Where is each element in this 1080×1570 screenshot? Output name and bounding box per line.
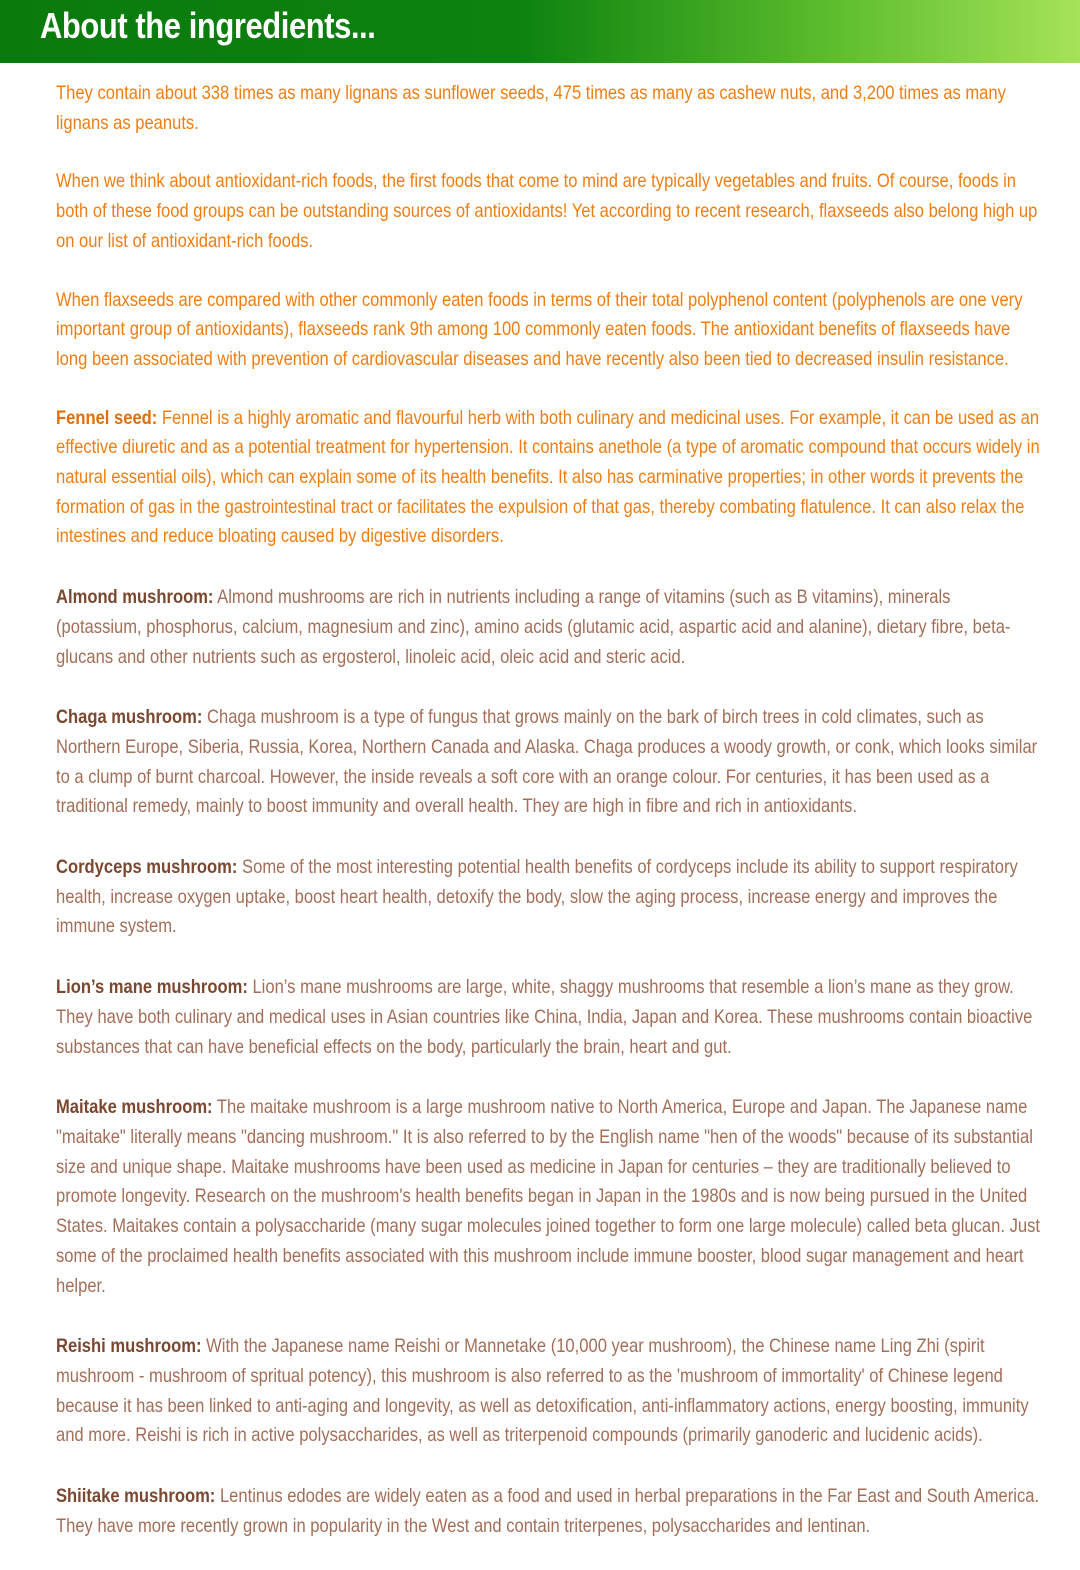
paragraph-polyphenols: When flaxseeds are compared with other commonly eaten foods in terms of their total polyphenol content (polyphenols are one very important group of antioxidants), flaxseeds rank 9th among 100 commonly eaten foods. The antioxidant benefits of flaxseeds have long been associated with prevention of cardiovascular diseases and have recently also been tied to decreased insulin resistance. [56, 288, 1023, 370]
ingredient-description: Some of the most interesting potential health benefits of cordyceps include its ability to support respiratory health, increase oxygen uptake, boost heart health, detoxify the body, slow the aging process, increase energy and improves the immune system. [56, 856, 1018, 938]
ingredient-reishi-mushroom [56, 1332, 1040, 1451]
page-title: About the ingredients... [40, 5, 376, 46]
ingredient-description: With the Japanese name Reishi or Mannetake (10,000 year mushroom), the Chinese name Ling Zhi (spirit mushroom - mushroom of spritual potency), this mushroom is also referred to as the 'mushroom of immortality' of Chinese legend because it has been linked to anti-aging and longevity, as well as detoxification, anti-inflammatory actions, energy boosting, immunity and more. Reishi is rich in active polysaccharides, as well as triterpenoid compounds (primarily ganoderic and lucidenic acids). [56, 1335, 1029, 1447]
ingredient-almond-mushroom [56, 583, 1040, 672]
ingredient-maitake-mushroom [56, 1093, 1040, 1301]
ingredient-term: Cordyceps mushroom: [56, 856, 238, 879]
paragraph-lignans: They contain about 338 times as many lignans as sunflower seeds, 475 times as many as cashew nuts, and 3,200 times as many lignans as peanuts. [56, 82, 1006, 134]
ingredient-description: Fennel is a highly aromatic and flavourful herb with both culinary and medicinal uses. For example, it can be used as an effective diuretic and as a potential treatment for hypertension. It contains anethole (a type of aromatic compound that occurs widely in natural essential oils), which can explain some of its health benefits. It also has carminative properties; in other words it prevents the formation of gas in the gastrointestinal tract or facilitates the expulsion of that gas, thereby combating flatulence. It can also relax the intestines and reduce bloating caused by digestive disorders. [56, 406, 1040, 548]
ingredient-lions-mane-mushroom [56, 973, 1040, 1062]
ingredient-chaga-mushroom [56, 703, 1040, 822]
ingredient-term: Shiitake mushroom: [56, 1485, 216, 1508]
article-body [56, 79, 1040, 1570]
ingredient-term: Lion’s mane mushroom: [56, 976, 248, 999]
ingredient-term: Reishi mushroom: [56, 1335, 202, 1358]
ingredient-description: The maitake mushroom is a large mushroom native to North America, Europe and Japan. The Japanese name "maitake" literally means "dancing mushroom." It is also referred to by the English name "hen of the woods" because of its substantial size and unique shape. Maitake mushrooms have been used as medicine in Japan for centuries – they are traditionally believed to promote longevity. Research on the mushroom's health benefits began in Japan in the 1980s and is now being pursued in the United States. Maitakes contain a polysaccharide (many sugar molecules joined together to form one large molecule) called beta glucan. Just some of the proclaimed health benefits associated with this mushroom include immune booster, blood sugar management and heart helper. [56, 1096, 1040, 1297]
ingredient-description: Lion’s mane mushrooms are large, white, shaggy mushrooms that resemble a lion’s mane as they grow. They have both culinary and medical uses in Asian countries like China, India, Japan and Korea. These mushrooms contain bioactive substances that can have beneficial effects on the body, particularly the brain, heart and gut. [56, 976, 1033, 1058]
ingredient-cordyceps-mushroom [56, 853, 1040, 942]
ingredient-description: Almond mushrooms are rich in nutrients including a range of vitamins (such as B vitamins), minerals (potassium, phosphorus, calcium, magnesium and zinc), amino acids (glutamic acid, aspartic acid and alanine), dietary fibre, beta-glucans and other nutrients such as ergosterol, linoleic acid, oleic acid and steric acid. [56, 586, 1011, 668]
ingredient-description: Chaga mushroom is a type of fungus that grows mainly on the bark of birch trees in cold climates, such as Northern Europe, Siberia, Russia, Korea, Northern Canada and Alaska. Chaga produces a woody growth, or conk, which looks similar to a clump of burnt charcoal. However, the inside reveals a soft core with an orange colour. For centuries, it has been used as a traditional remedy, mainly to boost immunity and overall health. They are high in fibre and rich in antioxidants. [56, 706, 1038, 818]
ingredient-term: Almond mushroom: [56, 586, 214, 609]
ingredient-description: Lentinus edodes are widely eaten as a food and used in herbal preparations in the Far East and South America. They have more recently grown in popularity in the West and contain triterpenes, polysaccharides and lentinan. [56, 1485, 1040, 1537]
ingredient-term: Maitake mushroom: [56, 1096, 213, 1119]
header-bar [0, 0, 1080, 63]
paragraph-antioxidants: When we think about antioxidant-rich foods, the first foods that come to mind are typically vegetables and fruits. Of course, foods in both of these food groups can be outstanding sources of antioxidants! Yet according to recent research, flaxseeds also belong high up on our list of antioxidant-rich foods. [56, 170, 1038, 252]
ingredient-term: Fennel seed: [56, 406, 158, 429]
ingredient-term: Chaga mushroom: [56, 706, 203, 729]
ingredient-fennel-seed [56, 404, 1040, 553]
